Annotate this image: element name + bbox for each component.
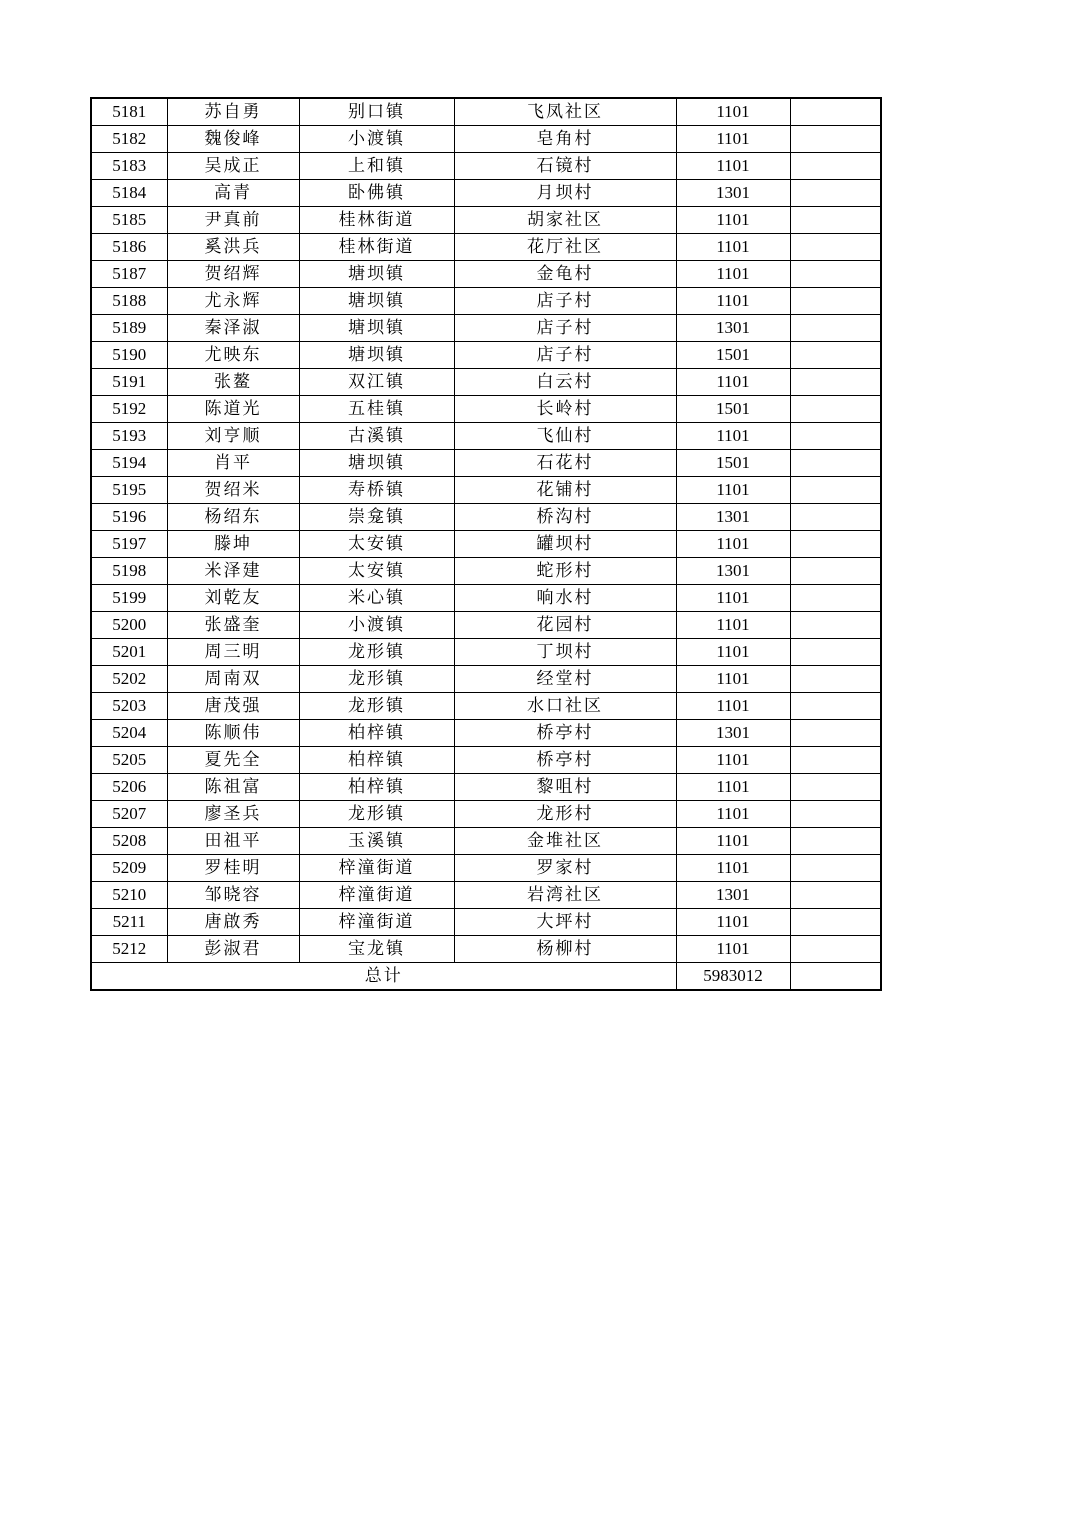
table-row: [91, 180, 881, 207]
table-row: [91, 666, 881, 693]
table-row: [91, 504, 881, 531]
cell-village: 金龟村: [454, 261, 676, 288]
cell-village: 桥沟村: [454, 504, 676, 531]
table-row: [91, 531, 881, 558]
cell-note: [790, 612, 881, 639]
cell-note: [790, 882, 881, 909]
cell-amount: 1301: [676, 882, 790, 909]
cell-number: 5200: [91, 612, 167, 639]
table-row: [91, 207, 881, 234]
cell-amount: 1101: [676, 423, 790, 450]
cell-number: 5196: [91, 504, 167, 531]
cell-number: 5183: [91, 153, 167, 180]
cell-town: 小渡镇: [299, 126, 454, 153]
cell-town: 玉溪镇: [299, 828, 454, 855]
cell-note: [790, 369, 881, 396]
cell-number: 5185: [91, 207, 167, 234]
cell-number: 5188: [91, 288, 167, 315]
cell-number: 5190: [91, 342, 167, 369]
cell-number: 5208: [91, 828, 167, 855]
cell-village: 龙形村: [454, 801, 676, 828]
cell-amount: 1101: [676, 531, 790, 558]
cell-town: 塘坝镇: [299, 288, 454, 315]
cell-note: [790, 774, 881, 801]
cell-amount: 1501: [676, 342, 790, 369]
cell-note: [790, 720, 881, 747]
cell-note: [790, 98, 881, 126]
cell-note: [790, 558, 881, 585]
cell-name: 陈祖富: [167, 774, 299, 801]
cell-village: 店子村: [454, 315, 676, 342]
cell-note: [790, 747, 881, 774]
table-row: [91, 801, 881, 828]
cell-note: [790, 315, 881, 342]
table-body: [91, 98, 881, 990]
cell-amount: 1101: [676, 801, 790, 828]
cell-name: 贺绍米: [167, 477, 299, 504]
cell-note: [790, 504, 881, 531]
cell-name: 杨绍东: [167, 504, 299, 531]
cell-town: 宝龙镇: [299, 936, 454, 963]
cell-amount: 1101: [676, 288, 790, 315]
cell-name: 魏俊峰: [167, 126, 299, 153]
cell-village: 黎咀村: [454, 774, 676, 801]
cell-amount: 1301: [676, 504, 790, 531]
cell-name: 肖平: [167, 450, 299, 477]
cell-note: [790, 477, 881, 504]
cell-name: 尤映东: [167, 342, 299, 369]
table-row: [91, 261, 881, 288]
cell-name: 罗桂明: [167, 855, 299, 882]
cell-amount: 1101: [676, 936, 790, 963]
table-row: [91, 828, 881, 855]
cell-note: [790, 585, 881, 612]
cell-number: 5198: [91, 558, 167, 585]
cell-name: 陈道光: [167, 396, 299, 423]
total-amount: 5983012: [676, 963, 790, 991]
cell-town: 塘坝镇: [299, 450, 454, 477]
cell-town: 太安镇: [299, 531, 454, 558]
cell-note: [790, 342, 881, 369]
cell-name: 米泽建: [167, 558, 299, 585]
table-row: [91, 585, 881, 612]
cell-town: 上和镇: [299, 153, 454, 180]
cell-number: 5203: [91, 693, 167, 720]
cell-name: 周南双: [167, 666, 299, 693]
cell-name: 贺绍辉: [167, 261, 299, 288]
cell-village: 金堆社区: [454, 828, 676, 855]
cell-name: 滕坤: [167, 531, 299, 558]
cell-village: 石镜村: [454, 153, 676, 180]
cell-name: 尹真前: [167, 207, 299, 234]
cell-amount: 1101: [676, 828, 790, 855]
table-row: [91, 234, 881, 261]
table-row: [91, 477, 881, 504]
cell-number: 5201: [91, 639, 167, 666]
cell-number: 5181: [91, 98, 167, 126]
cell-number: 5189: [91, 315, 167, 342]
cell-village: 飞仙村: [454, 423, 676, 450]
cell-amount: 1101: [676, 909, 790, 936]
cell-village: 胡家社区: [454, 207, 676, 234]
cell-village: 罐坝村: [454, 531, 676, 558]
table-row: [91, 369, 881, 396]
cell-village: 皂角村: [454, 126, 676, 153]
cell-town: 塘坝镇: [299, 315, 454, 342]
cell-village: 花厅社区: [454, 234, 676, 261]
table-row: [91, 423, 881, 450]
cell-note: [790, 261, 881, 288]
cell-note: [790, 801, 881, 828]
cell-note: [790, 693, 881, 720]
cell-town: 桂林街道: [299, 207, 454, 234]
cell-note: [790, 234, 881, 261]
cell-name: 尤永辉: [167, 288, 299, 315]
cell-town: 柏梓镇: [299, 747, 454, 774]
cell-name: 廖圣兵: [167, 801, 299, 828]
cell-number: 5184: [91, 180, 167, 207]
cell-town: 龙形镇: [299, 639, 454, 666]
table-row: [91, 153, 881, 180]
cell-note: [790, 666, 881, 693]
cell-number: 5199: [91, 585, 167, 612]
cell-amount: 1101: [676, 612, 790, 639]
cell-name: 彭淑君: [167, 936, 299, 963]
total-row: [91, 963, 881, 991]
cell-amount: 1101: [676, 774, 790, 801]
cell-name: 刘乾友: [167, 585, 299, 612]
subsidy-table: [90, 97, 882, 991]
table-row: [91, 342, 881, 369]
cell-name: 秦泽淑: [167, 315, 299, 342]
table-row: [91, 612, 881, 639]
cell-village: 白云村: [454, 369, 676, 396]
table-row: [91, 126, 881, 153]
cell-name: 周三明: [167, 639, 299, 666]
cell-amount: 1301: [676, 180, 790, 207]
table-row: [91, 315, 881, 342]
cell-town: 梓潼街道: [299, 909, 454, 936]
cell-town: 塘坝镇: [299, 342, 454, 369]
cell-number: 5210: [91, 882, 167, 909]
cell-number: 5202: [91, 666, 167, 693]
cell-village: 桥亭村: [454, 720, 676, 747]
cell-number: 5186: [91, 234, 167, 261]
cell-number: 5211: [91, 909, 167, 936]
total-note: [790, 963, 881, 991]
table-row: [91, 855, 881, 882]
cell-town: 龙形镇: [299, 666, 454, 693]
cell-note: [790, 855, 881, 882]
cell-name: 刘亨顺: [167, 423, 299, 450]
cell-town: 龙形镇: [299, 801, 454, 828]
cell-amount: 1501: [676, 450, 790, 477]
cell-amount: 1101: [676, 666, 790, 693]
cell-town: 卧佛镇: [299, 180, 454, 207]
table-row: [91, 396, 881, 423]
table-row: [91, 693, 881, 720]
cell-amount: 1101: [676, 693, 790, 720]
cell-town: 双江镇: [299, 369, 454, 396]
cell-number: 5194: [91, 450, 167, 477]
cell-amount: 1101: [676, 747, 790, 774]
cell-amount: 1101: [676, 639, 790, 666]
cell-town: 梓潼街道: [299, 882, 454, 909]
cell-note: [790, 936, 881, 963]
cell-amount: 1101: [676, 261, 790, 288]
cell-village: 罗家村: [454, 855, 676, 882]
cell-name: 张鳌: [167, 369, 299, 396]
cell-name: 陈顺伟: [167, 720, 299, 747]
cell-name: 田祖平: [167, 828, 299, 855]
total-label: 总计: [91, 963, 676, 991]
table-row: [91, 450, 881, 477]
cell-amount: 1101: [676, 855, 790, 882]
cell-village: 店子村: [454, 342, 676, 369]
cell-number: 5205: [91, 747, 167, 774]
cell-note: [790, 639, 881, 666]
cell-amount: 1501: [676, 396, 790, 423]
cell-village: 大坪村: [454, 909, 676, 936]
cell-village: 蛇形村: [454, 558, 676, 585]
cell-name: 唐茂强: [167, 693, 299, 720]
cell-amount: 1101: [676, 369, 790, 396]
cell-village: 水口社区: [454, 693, 676, 720]
cell-village: 店子村: [454, 288, 676, 315]
cell-name: 邹晓容: [167, 882, 299, 909]
cell-village: 丁坝村: [454, 639, 676, 666]
cell-village: 岩湾社区: [454, 882, 676, 909]
cell-village: 花园村: [454, 612, 676, 639]
cell-amount: 1101: [676, 126, 790, 153]
cell-number: 5193: [91, 423, 167, 450]
table-row: [91, 774, 881, 801]
cell-note: [790, 909, 881, 936]
cell-note: [790, 207, 881, 234]
cell-village: 石花村: [454, 450, 676, 477]
cell-note: [790, 126, 881, 153]
cell-village: 长岭村: [454, 396, 676, 423]
table-row: [91, 747, 881, 774]
cell-name: 高青: [167, 180, 299, 207]
cell-number: 5209: [91, 855, 167, 882]
cell-note: [790, 288, 881, 315]
cell-name: 唐啟秀: [167, 909, 299, 936]
cell-note: [790, 828, 881, 855]
cell-number: 5206: [91, 774, 167, 801]
table-row: [91, 558, 881, 585]
cell-name: 夏先全: [167, 747, 299, 774]
cell-amount: 1101: [676, 585, 790, 612]
cell-amount: 1101: [676, 207, 790, 234]
cell-village: 响水村: [454, 585, 676, 612]
cell-town: 龙形镇: [299, 693, 454, 720]
cell-number: 5195: [91, 477, 167, 504]
cell-village: 杨柳村: [454, 936, 676, 963]
cell-number: 5207: [91, 801, 167, 828]
cell-village: 月坝村: [454, 180, 676, 207]
cell-village: 桥亭村: [454, 747, 676, 774]
cell-name: 苏自勇: [167, 98, 299, 126]
table-row: [91, 639, 881, 666]
cell-village: 花铺村: [454, 477, 676, 504]
cell-number: 5204: [91, 720, 167, 747]
cell-town: 崇龛镇: [299, 504, 454, 531]
cell-note: [790, 153, 881, 180]
cell-amount: 1101: [676, 477, 790, 504]
cell-note: [790, 423, 881, 450]
table-row: [91, 98, 881, 126]
cell-town: 五桂镇: [299, 396, 454, 423]
cell-town: 寿桥镇: [299, 477, 454, 504]
table-row: [91, 288, 881, 315]
cell-note: [790, 180, 881, 207]
cell-note: [790, 450, 881, 477]
cell-town: 梓潼街道: [299, 855, 454, 882]
table-row: [91, 882, 881, 909]
cell-name: 张盛奎: [167, 612, 299, 639]
cell-note: [790, 396, 881, 423]
cell-amount: 1101: [676, 153, 790, 180]
cell-number: 5191: [91, 369, 167, 396]
cell-number: 5212: [91, 936, 167, 963]
table-row: [91, 720, 881, 747]
cell-amount: 1101: [676, 98, 790, 126]
cell-village: 经堂村: [454, 666, 676, 693]
cell-town: 小渡镇: [299, 612, 454, 639]
cell-name: 吴成正: [167, 153, 299, 180]
cell-town: 米心镇: [299, 585, 454, 612]
cell-town: 桂林街道: [299, 234, 454, 261]
cell-name: 奚洪兵: [167, 234, 299, 261]
cell-note: [790, 531, 881, 558]
cell-town: 柏梓镇: [299, 774, 454, 801]
cell-amount: 1301: [676, 720, 790, 747]
cell-town: 太安镇: [299, 558, 454, 585]
table-row: [91, 909, 881, 936]
cell-amount: 1301: [676, 315, 790, 342]
cell-village: 飞凤社区: [454, 98, 676, 126]
cell-town: 柏梓镇: [299, 720, 454, 747]
cell-number: 5187: [91, 261, 167, 288]
cell-number: 5182: [91, 126, 167, 153]
cell-number: 5192: [91, 396, 167, 423]
cell-town: 塘坝镇: [299, 261, 454, 288]
cell-town: 别口镇: [299, 98, 454, 126]
cell-amount: 1301: [676, 558, 790, 585]
cell-amount: 1101: [676, 234, 790, 261]
cell-town: 古溪镇: [299, 423, 454, 450]
table-row: [91, 936, 881, 963]
cell-number: 5197: [91, 531, 167, 558]
